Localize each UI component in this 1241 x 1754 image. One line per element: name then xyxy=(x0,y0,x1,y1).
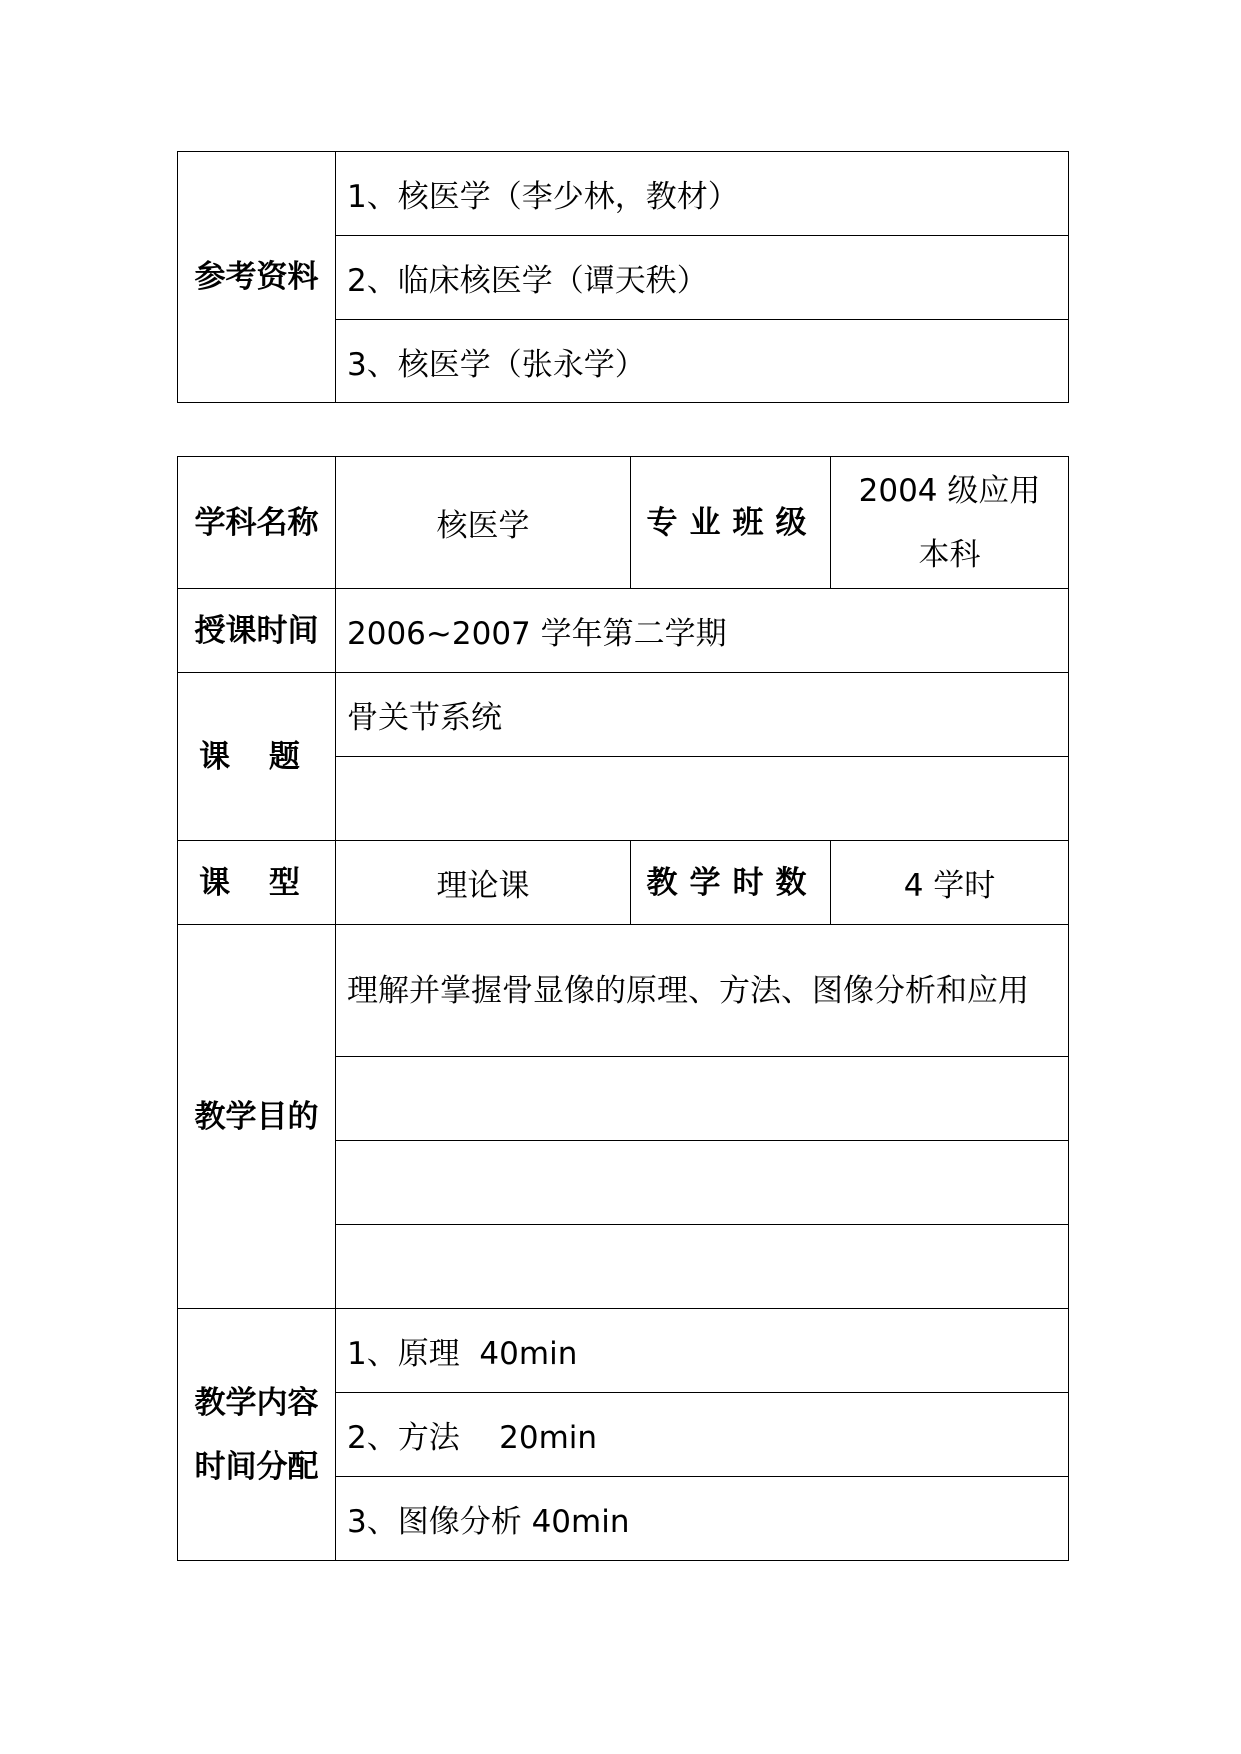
topic-label: 课 题 xyxy=(178,673,336,841)
type-value: 理论课 xyxy=(336,841,631,925)
objective-label: 教学目的 xyxy=(178,925,336,1309)
class-value-line2: 本科 xyxy=(918,536,981,573)
references-table xyxy=(177,151,1069,403)
topic-extra xyxy=(336,757,1069,841)
subject-value: 核医学 xyxy=(336,457,631,589)
content-item-1: 1、原理 40min xyxy=(336,1309,1069,1393)
hours-label: 教学时数 xyxy=(631,841,831,925)
content-allocation-label xyxy=(178,1309,336,1561)
time-label: 授课时间 xyxy=(178,589,336,673)
reference-item-3: 3、核医学（张永学） xyxy=(336,320,1069,403)
objective-value: 理解并掌握骨显像的原理、方法、图像分析和应用 xyxy=(336,925,1069,1057)
references-label: 参考资料 xyxy=(178,152,336,403)
reference-item-2: 2、临床核医学（谭天秩） xyxy=(336,236,1069,320)
objective-extra-3 xyxy=(336,1225,1069,1309)
class-label: 专业班级 xyxy=(631,457,831,589)
objective-extra-1 xyxy=(336,1057,1069,1141)
content-label-line1: 教学内容 xyxy=(194,1384,319,1421)
course-info-table xyxy=(177,456,1069,1561)
type-label: 课 型 xyxy=(178,841,336,925)
topic-value: 骨关节系统 xyxy=(336,673,1069,757)
content-item-3: 3、图像分析 40min xyxy=(336,1477,1069,1561)
objective-extra-2 xyxy=(336,1141,1069,1225)
time-value: 2006~2007 学年第二学期 xyxy=(336,589,1069,673)
reference-item-1: 1、核医学（李少林，教材） xyxy=(336,152,1069,236)
hours-value: 4 学时 xyxy=(831,841,1069,925)
class-value-line1: 2004 级应用 xyxy=(858,472,1041,509)
subject-label: 学科名称 xyxy=(178,457,336,589)
class-value xyxy=(831,457,1069,589)
content-item-2: 2、方法 20min xyxy=(336,1393,1069,1477)
content-label-line2: 时间分配 xyxy=(194,1448,319,1485)
